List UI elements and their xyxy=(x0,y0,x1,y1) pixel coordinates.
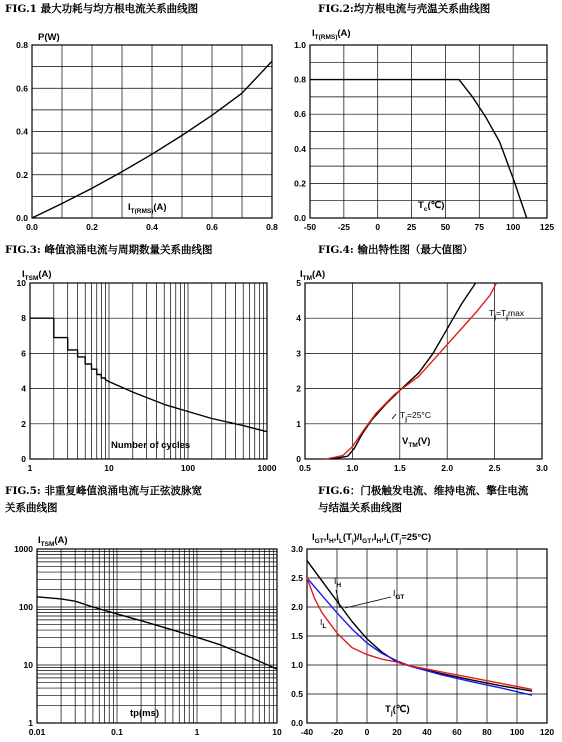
fig3-y-axis-label-main: I xyxy=(22,269,25,280)
y-tick-label: 0.2 xyxy=(16,169,28,180)
fig6-annotation-igt-part: I xyxy=(393,588,396,598)
figure-4-caption: FIG.4: 输出特性图（最大值图） xyxy=(318,244,473,256)
fig4-y-axis-label-sub: TM xyxy=(302,275,313,282)
y-tick-label: 2 xyxy=(21,418,26,429)
y-tick-label: 0.6 xyxy=(294,109,306,120)
y-tick-label: 1.0 xyxy=(294,40,306,50)
fig6-annotation-ih-part: H xyxy=(336,582,342,589)
fig6-y-axis-label-part: I xyxy=(312,532,315,543)
plot-frame xyxy=(37,549,277,723)
fig4-x-axis-label-sub: TM xyxy=(408,442,418,449)
fig4-annotation-25c-part: j xyxy=(405,416,408,423)
x-tick-label: 0.2 xyxy=(86,222,98,232)
fig5-y-axis-label-unit: (A) xyxy=(54,535,68,546)
x-tick-label: 100 xyxy=(506,222,521,232)
figure-5-series-1-line xyxy=(37,597,277,669)
x-tick-label: 125 xyxy=(539,222,555,232)
figure-2-caption: FIG.2:均方根电流与壳温关系曲线图 xyxy=(318,3,491,15)
figure-3-series-1-line xyxy=(30,318,267,432)
fig4-annotation-25c-part: =25°C xyxy=(407,410,431,420)
figure-5-caption-line2: 关系曲线图 xyxy=(5,502,58,514)
fig6-annotation-igt-part: GT xyxy=(395,594,405,601)
x-tick-label: 20 xyxy=(392,727,402,737)
x-tick-label: 80 xyxy=(482,727,492,737)
fig6-y-axis-label-part: ,I xyxy=(381,532,387,543)
x-tick-label: 10 xyxy=(272,727,282,737)
x-tick-label: 1.5 xyxy=(393,463,406,473)
fig6-y-axis-label-part: )/I xyxy=(353,532,363,543)
x-tick-label: -20 xyxy=(330,727,344,737)
x-tick-label: 60 xyxy=(452,727,462,737)
fig6-y-axis-label-part: L xyxy=(338,538,343,545)
x-tick-label: 25 xyxy=(406,222,417,232)
y-tick-label: 2.5 xyxy=(291,573,303,583)
fig6-y-axis-label-part: GT xyxy=(314,538,324,545)
fig4-y-axis-label-main: I xyxy=(300,269,303,280)
fig4-y-axis-label-unit: (A) xyxy=(312,269,326,280)
fig3-y-axis-label xyxy=(22,269,52,282)
fig6-x-axis-label-main: T xyxy=(385,704,391,715)
x-tick-label: 3.0 xyxy=(536,463,548,473)
fig1-x-axis-label-main: I xyxy=(128,202,131,213)
fig4-annotation-leader xyxy=(392,414,396,419)
x-tick-label: 100 xyxy=(180,463,196,473)
fig4-annotation-tjmax-part: =T xyxy=(496,308,507,318)
y-tick-label: 8 xyxy=(21,313,26,324)
x-tick-label: 0.6 xyxy=(206,222,218,232)
y-tick-label: 0.6 xyxy=(16,83,28,94)
x-tick-label: -50 xyxy=(303,222,317,232)
y-tick-label: 1 xyxy=(296,418,301,429)
fig1-y-axis-label: P(W) xyxy=(38,32,60,43)
x-tick-label: 0 xyxy=(364,727,370,737)
figure-1-caption: FIG.1 最大功耗与均方根电流关系曲线图 xyxy=(5,3,199,15)
fig6-y-axis-label-part: ,I xyxy=(371,532,377,543)
figure-6-grid xyxy=(307,549,547,723)
fig4-annotation-tjmax-part: j xyxy=(506,314,508,321)
figure-5-grid xyxy=(37,549,277,723)
fig6-annotation-il-part: L xyxy=(322,623,327,630)
y-tick-label: 0.4 xyxy=(16,126,28,137)
y-tick-label: 10 xyxy=(16,278,26,288)
fig4-annotation-25c-part: T xyxy=(400,410,406,420)
y-tick-label: 0.8 xyxy=(16,40,28,50)
figure-6-series-1-line xyxy=(307,561,532,692)
fig2-x-axis-label-main: T xyxy=(418,200,424,211)
figure-5-caption: FIG.5: 非重复峰值浪涌电流与正弦波脉宽 xyxy=(5,485,202,497)
y-tick-label: 0.0 xyxy=(291,718,303,728)
x-tick-label: 0.4 xyxy=(146,222,158,232)
fig5-y-axis-label-sub: TSM xyxy=(40,541,55,548)
figure-3-caption: FIG.3: 峰值浪涌电流与周期数量关系曲线图 xyxy=(5,244,213,256)
fig4-x-axis-label xyxy=(402,436,430,449)
y-tick-label: 3.0 xyxy=(291,544,303,554)
fig6-y-axis-label-part: L xyxy=(386,538,391,545)
figure-6-series-3-line xyxy=(307,578,532,689)
x-tick-label: 0.1 xyxy=(111,727,123,737)
fig5-y-axis-label-main: I xyxy=(38,535,41,546)
x-tick-label: -25 xyxy=(337,222,351,232)
x-tick-label: 120 xyxy=(539,727,555,737)
figure-2-grid xyxy=(310,45,547,218)
fig6-annotation-ih-part: I xyxy=(334,576,337,586)
fig6-y-axis-label-part: ,I xyxy=(323,532,329,543)
fig6-y-axis-label-part: ,I xyxy=(333,532,339,543)
y-tick-label: 4 xyxy=(21,383,26,394)
fig6-y-axis-label-part: H xyxy=(376,538,382,545)
fig6-annotation-igt xyxy=(393,588,404,601)
x-tick-label: 0.01 xyxy=(28,727,46,737)
y-tick-label: 1.0 xyxy=(291,660,303,670)
fig6-x-axis-label-unit: (℃) xyxy=(392,704,410,715)
x-tick-label: 1000 xyxy=(257,463,277,473)
y-tick-label: 3 xyxy=(296,348,301,359)
x-tick-label: 1.0 xyxy=(346,463,359,473)
fig1-x-axis-label xyxy=(128,202,167,215)
figure-3-grid xyxy=(30,283,267,459)
fig2-y-axis-label-sub: T(RMS) xyxy=(314,34,338,41)
x-tick-label: 100 xyxy=(509,727,525,737)
fig6-y-axis-label-part: (T xyxy=(390,532,400,543)
fig1-x-axis-label-unit: (A) xyxy=(153,202,167,213)
y-tick-label: 0.5 xyxy=(291,689,303,699)
y-tick-label: 6 xyxy=(21,348,26,359)
fig2-y-axis-label-main: I xyxy=(312,28,315,39)
fig4-y-axis-label xyxy=(300,269,325,282)
x-tick-label: 0.0 xyxy=(26,222,38,232)
y-tick-label: 0.4 xyxy=(294,143,306,154)
x-tick-label: 2.0 xyxy=(441,463,454,473)
fig2-y-axis-label-unit: (A) xyxy=(337,28,351,39)
fig6-leader-igt xyxy=(345,597,391,608)
y-tick-label: 2.0 xyxy=(291,602,303,612)
x-tick-label: 50 xyxy=(440,222,451,232)
x-tick-label: 0.5 xyxy=(299,463,311,473)
figure-1-grid xyxy=(32,45,272,218)
x-tick-label: 1 xyxy=(194,727,200,737)
y-tick-label: 5 xyxy=(296,278,301,288)
y-tick-label: 0 xyxy=(296,454,301,464)
figure-6-caption: FIG.6：门极触发电流、维持电流、擎住电流 xyxy=(318,485,529,497)
fig6-y-axis-label-part: j xyxy=(351,538,354,545)
fig3-y-axis-label-unit: (A) xyxy=(38,269,52,280)
fig6-y-axis-label-part: =25°C) xyxy=(401,532,432,543)
y-tick-label: 1 xyxy=(28,718,33,728)
fig5-x-axis-label: tp(ms) xyxy=(130,708,160,719)
fig6-annotation-il-part: I xyxy=(320,617,323,627)
fig2-x-axis-label-sub: c xyxy=(423,206,428,213)
fig6-y-axis-label-part: j xyxy=(399,538,402,545)
fig5-y-axis-label xyxy=(38,535,68,548)
y-tick-label: 2 xyxy=(296,383,301,394)
figure-4-series-1-line xyxy=(332,283,476,459)
fig6-annotation-il xyxy=(320,617,326,630)
y-tick-label: 1000 xyxy=(14,544,33,554)
x-tick-label: 75 xyxy=(474,222,485,232)
figure-4-series-2-line xyxy=(326,283,497,459)
x-tick-label: 10 xyxy=(104,463,114,473)
fig6-y-axis-label-part: (T xyxy=(342,532,352,543)
fig4-annotation-25c xyxy=(400,410,431,423)
fig3-x-axis-label: Number of cycles xyxy=(111,440,191,451)
x-tick-label: 1 xyxy=(27,463,33,473)
fig2-x-axis-label-unit: (℃) xyxy=(427,200,445,211)
y-tick-label: 100 xyxy=(18,602,33,612)
fig2-y-axis-label xyxy=(312,28,351,41)
y-tick-label: 1.5 xyxy=(291,631,303,641)
fig4-annotation-tjmax-part: max xyxy=(507,308,525,318)
x-tick-label: -40 xyxy=(300,727,314,737)
fig4-annotation-tjmax-part: T xyxy=(489,308,495,318)
y-tick-label: 0.0 xyxy=(294,213,306,223)
fig6-y-axis-label-part: GT xyxy=(362,538,372,545)
fig2-x-axis-label xyxy=(418,200,444,213)
fig6-y-axis-label-part: H xyxy=(328,538,334,545)
fig6-leader-ih xyxy=(336,590,340,608)
y-tick-label: 0.2 xyxy=(294,178,306,189)
plot-frame xyxy=(30,283,267,459)
fig4-x-axis-label-main: V xyxy=(402,436,409,447)
x-tick-label: 40 xyxy=(422,727,432,737)
y-tick-label: 0.8 xyxy=(294,74,306,85)
fig6-x-axis-label-sub: j xyxy=(390,710,393,717)
fig1-x-axis-label-sub: T(RMS) xyxy=(130,208,154,215)
x-tick-label: 0 xyxy=(375,222,381,232)
fig4-annotation-tjmax-part: j xyxy=(494,314,497,321)
y-tick-label: 4 xyxy=(296,313,301,324)
figure-6-caption-line2: 与结温关系曲线图 xyxy=(318,502,402,514)
y-tick-label: 10 xyxy=(23,660,33,670)
x-tick-label: 2.5 xyxy=(488,463,501,473)
y-tick-label: 0.0 xyxy=(16,213,28,223)
x-tick-label: 0.8 xyxy=(266,222,278,232)
y-tick-label: 0 xyxy=(21,454,26,464)
fig4-x-axis-label-unit: (V) xyxy=(417,436,431,447)
fig6-y-axis-label xyxy=(312,532,431,545)
fig3-y-axis-label-sub: TSM xyxy=(24,275,39,282)
